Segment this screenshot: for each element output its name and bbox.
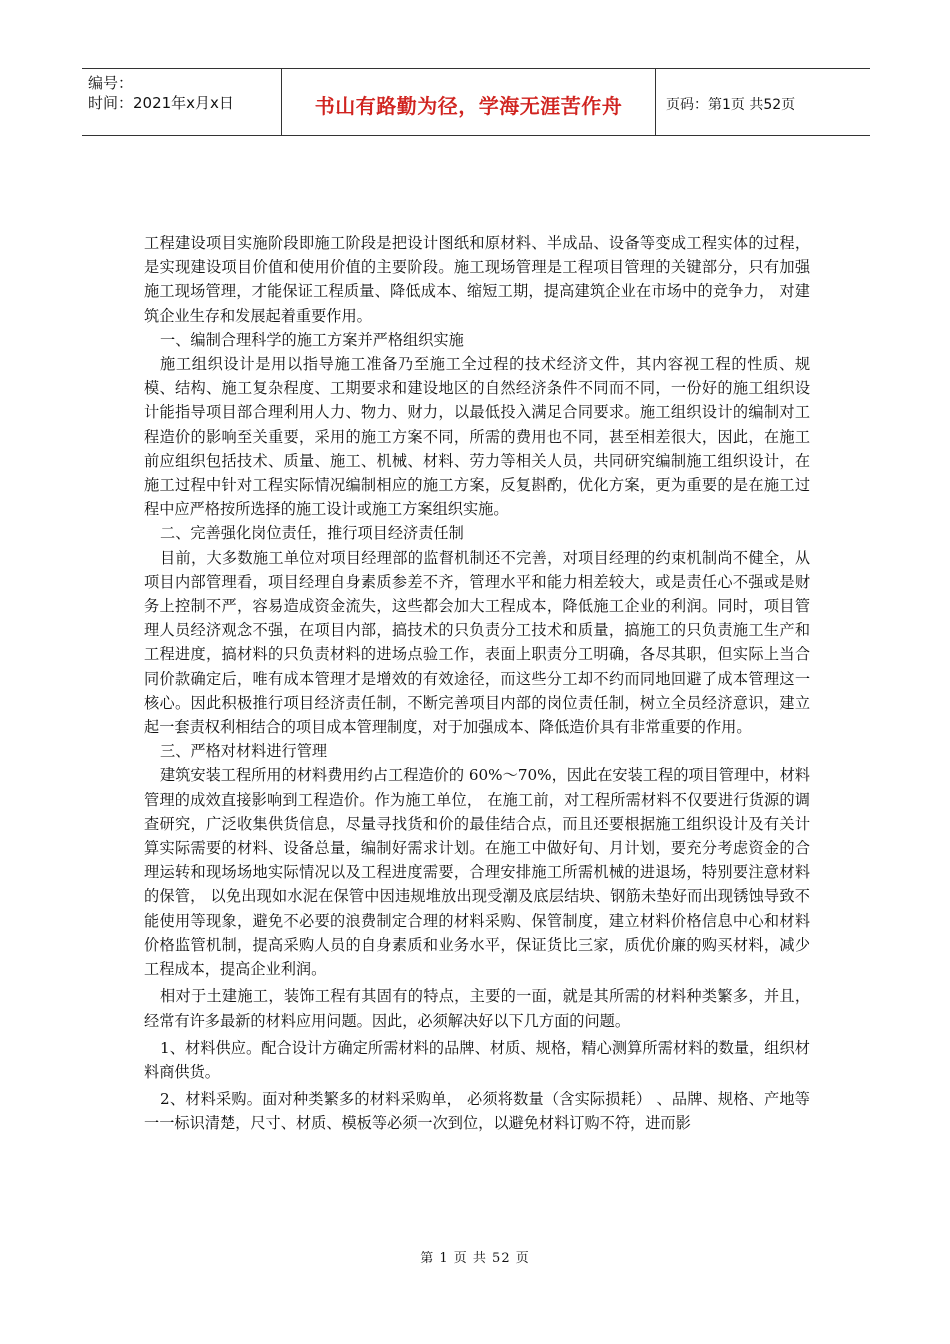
footer-page-number: 第 1 页 共 52 页 [420, 1251, 530, 1266]
page-header [82, 68, 870, 136]
page-footer [0, 1247, 950, 1266]
body-paragraph: 相对于土建施工，装饰工程有其固有的特点，主要的一面，就是其所需的材料种类繁多，并且，经常有许多最新的材料应用问题。因此，必须解决好以下几方面的问题。 [144, 987, 810, 1030]
intro-paragraph: 工程建设项目实施阶段即施工阶段是把设计图纸和原材料、半成品、设备等变成工程实体的过程，是实现建设项目价值和使用价值的主要阶段。施工现场管理是工程项目管理的关键部分，只有加强施工现场管理，才能保证工程质量、降低成本、缩短工期，提高建筑企业在市场中的竞争力， 对建筑企业生存和发展起着重要作用。 [144, 234, 810, 325]
header-info-cell [82, 69, 282, 135]
document-body [144, 231, 810, 1136]
list-item-2: 2、材料采购。面对种类繁多的材料采购单， 必须将数量（含实际损耗） 、品牌、规格、产地等一一标识清楚，尺寸、材质、模板等必须一次到位，以避免材料订购不符，进而影 [144, 1090, 810, 1133]
list-item-1: 1、材料供应。配合设计方确定所需材料的品牌、材质、规格，精心测算所需材料的数量，组织材料商供货。 [144, 1038, 810, 1081]
header-page-cell [656, 69, 870, 135]
body-paragraph: 目前，大多数施工单位对项目经理部的监督机制还不完善，对项目经理的约束机制尚不健全，从项目内部管理看，项目经理自身素质参差不齐，管理水平和能力相差较大，或是责任心不强或是财务上控制不严，容易造成资金流失，这些都会加大工程成本，降低施工企业的利润。同时，项目管理人员经济观念不强，在项目内部，搞技术的只负责分工技术和质量，搞施工的只负责施工生产和工程进度，搞材料的只负责材料的进场点验工作，表面上职责分工明确，各尽其职，但实际上当合同价款确定后，唯有成本管理才是增效的有效途径，而这些分工却不约而同地回避了成本管理这一核心。因此积极推行项目经济责任制，不断完善项目内部的岗位责任制，树立全员经济意识，建立起一套责权利相结合的项目成本管理制度，对于加强成本、降低造价具有非常重要的作用。 [144, 548, 810, 737]
header-motto-cell [282, 69, 656, 135]
page-info-text: 页码：第1页 共52页 [666, 97, 796, 113]
body-paragraph: 施工组织设计是用以指导施工准备乃至施工全过程的技术经济文件，其内容视工程的性质、规模、结构、施工复杂程度、工期要求和建设地区的自然经济条件不同而不同，一份好的施工组织设计能指导项目部合理利用人力、物力、财力，以最低投入满足合同要求。施工组织设计的编制对工程造价的影响至关重要，采用的施工方案不同，所需的费用也不同，甚至相差很大，因此，在施工前应组织包括技术、质量、施工、机械、材料、劳力等相关人员，共同研究编制施工组织设计，在施工过程中针对工程实际情况编制相应的施工方案，反复斟酌，优化方案，更为重要的是在施工过程中应严格按所选择的施工设计或施工方案组织实施。 [144, 355, 810, 519]
body-paragraph: 建筑安装工程所用的材料费用约占工程造价的 60%～70%，因此在安装工程的项目管理中，材料管理的成效直接影响到工程造价。作为施工单位， 在施工前，对工程所需材料不仅要进行货源的调查研究，广泛收集供货信息，尽量寻找货和价的最佳结合点，而且还要根据施工组织设计及有关计算实际需要的材料、设备总量，编制好需求计划。在施工中做好旬、月计划，要充分考虑资金的合理运转和现场场地实际情况以及工程进度需要，合理安排施工所需机械的进退场，特别要注意材料的保管， 以免出现如水泥在保管中因违规堆放出现受潮及底层结块、钢筋未垫好而出现锈蚀导致不能使用等现象，避免不必要的浪费制定合理的材料采购、保管制度，建立材料价格信息中心和材料价格监管机制，提高采购人员的自身素质和业务水平，保证货比三家，质优价廉的购买材料，减少工程成本，提高企业利润。 [144, 766, 810, 979]
section-heading-1: 一、编制合理科学的施工方案并严格组织实施 [160, 330, 464, 349]
document-date-label: 时间：2021年x月x日 [88, 94, 234, 112]
document-code-label: 编号： [88, 74, 134, 92]
section-heading-2: 二、完善强化岗位责任，推行项目经济责任制 [160, 524, 464, 543]
section-heading-3: 三、严格对材料进行管理 [160, 742, 328, 761]
motto-text: 书山有路勤为径，学海无涯苦作舟 [314, 93, 623, 118]
